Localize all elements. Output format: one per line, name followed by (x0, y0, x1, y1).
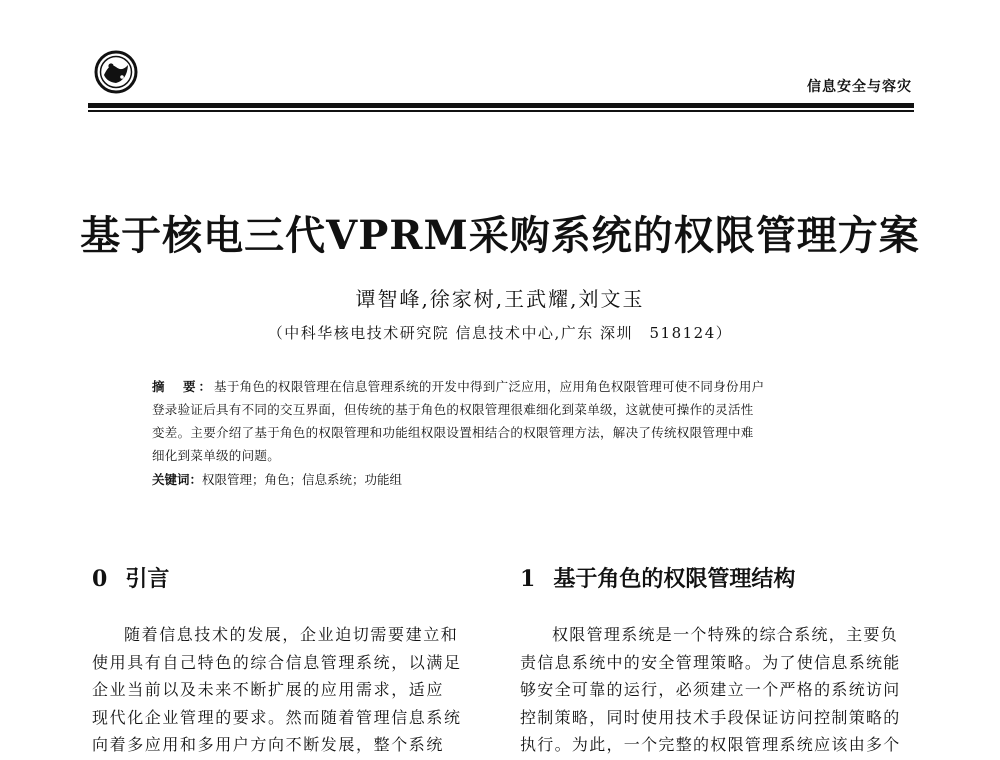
keywords (152, 470, 852, 488)
body-column-right (520, 621, 920, 759)
section-number: 0 (92, 566, 108, 592)
paper-affiliation: （中科华核电技术研究院 信息技术中心,广东 深圳 518124） (267, 324, 733, 342)
paper-authors: 谭智峰,徐家树,王武耀,刘文玉 (355, 287, 645, 311)
body-line: 企业当前以及未来不断扩展的应用需求，适应 (92, 680, 445, 700)
section-number: 1 (520, 566, 536, 592)
section-heading-rbac-structure (520, 562, 795, 593)
abstract-text: 基于角色的权限管理在信息管理系统的开发中得到广泛应用，应用角色权限管理可使不同身份用户 (214, 379, 765, 394)
abstract-line-3: 变差。主要介绍了基于角色的权限管理和功能组权限设置相结合的权限管理方法，解决了传统权限管理中难 (152, 425, 754, 440)
body-column-left (92, 621, 492, 759)
section-heading-introduction (92, 562, 169, 593)
header-rule-thin (88, 110, 914, 112)
abstract (152, 375, 852, 467)
body-line: 控制策略，同时使用技术手段保证访问控制策略的 (520, 707, 901, 727)
section-title: 基于角色的权限管理结构 (553, 567, 796, 592)
body-line: 随着信息技术的发展，企业迫切需要建立和 (124, 625, 459, 644)
keywords-text: 权限管理；角色；信息系统；功能组 (202, 472, 403, 487)
journal-logo-icon (94, 50, 138, 94)
header-rule-thick (88, 103, 914, 108)
section-title: 引言 (125, 567, 170, 592)
body-line: 执行。为此，一个完整的权限管理系统应该由多个 (520, 735, 901, 755)
body-line: 现代化企业管理的要求。然而随着管理信息系统 (92, 707, 462, 727)
abstract-line-1 (152, 375, 852, 398)
body-line: 向着多应用和多用户方向不断发展，整个系统 (92, 735, 445, 755)
body-line: 责信息系统中的安全管理策略。为了使信息系统能 (520, 652, 901, 672)
abstract-line-2: 登录验证后具有不同的交互界面，但传统的基于角色的权限管理很难细化到菜单级，这就使可操作的灵活性 (152, 402, 754, 417)
keywords-label: 关键词： (152, 472, 203, 487)
abstract-line-4: 细化到菜单级的问题。 (152, 448, 281, 463)
abstract-label: 摘 要： (152, 379, 215, 394)
paper-title: 基于核电三代VPRM采购系统的权限管理方案 (80, 212, 920, 259)
journal-name: 信息安全与容灾 (807, 79, 912, 95)
body-line: 够安全可靠的运行，必须建立一个严格的系统访问 (520, 680, 901, 700)
body-line: 使用具有自己特色的综合信息管理系统，以满足 (92, 652, 462, 672)
body-line: 权限管理系统是一个特殊的综合系统，主要负 (552, 625, 899, 644)
